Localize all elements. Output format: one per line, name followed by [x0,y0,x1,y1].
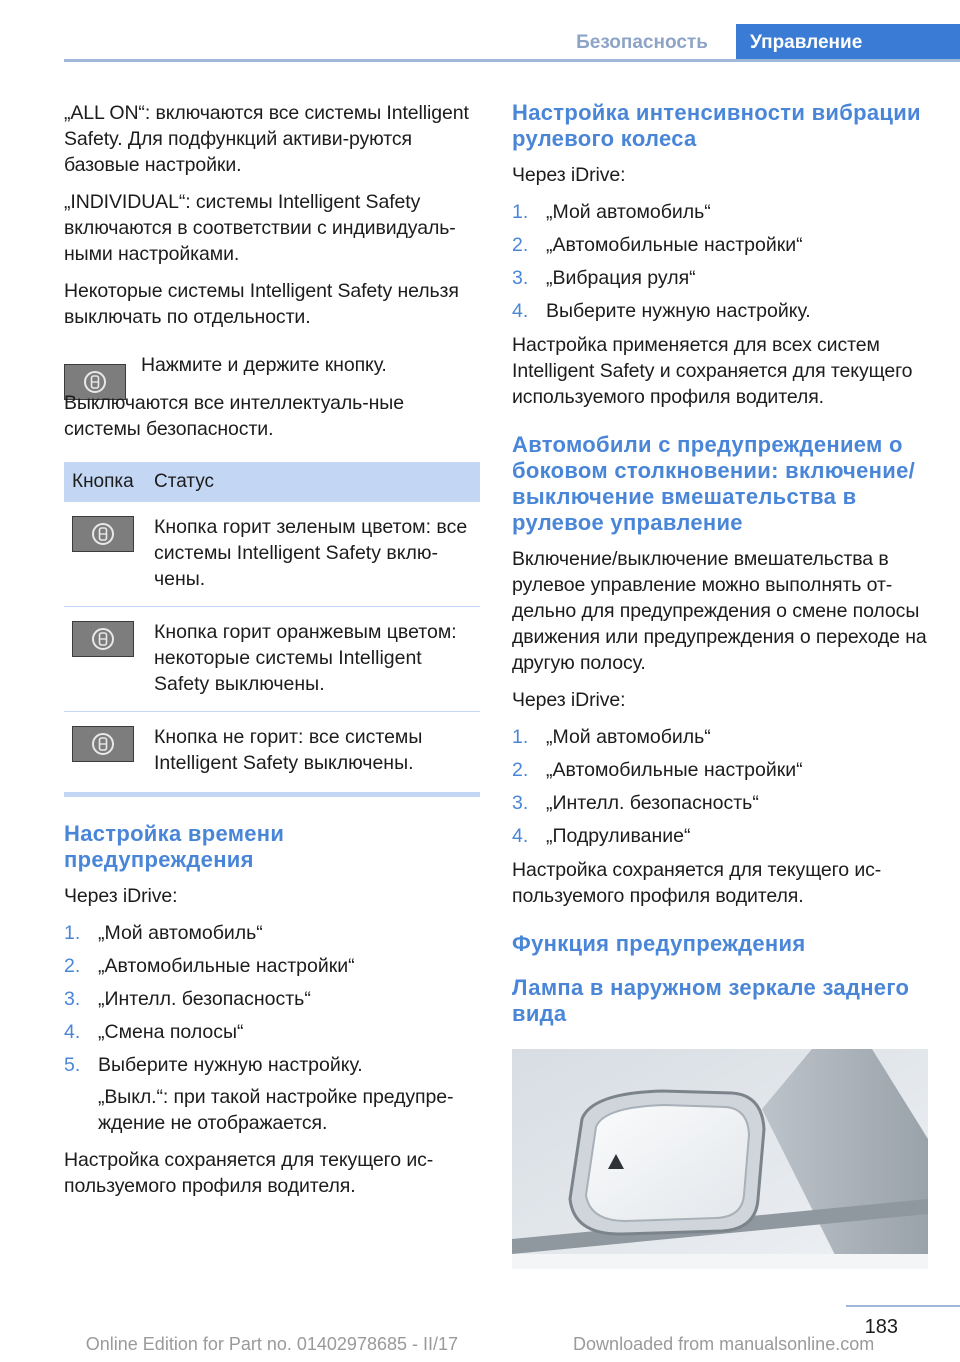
step-number: 1. [512,201,529,223]
mirror-lamp-heading: Лампа в наружном зеркале заднего вида [512,975,910,1026]
step-number: 3. [512,267,529,289]
button-status-table [64,462,480,790]
column-header-button: Кнопка [64,462,146,502]
list-item [512,199,928,225]
table-row [64,712,480,791]
list-item [512,757,928,783]
step-text: „Интелл. безопасность“ [546,792,759,814]
page-number-rule [846,1305,960,1307]
table-row [64,607,480,712]
steering-intervention-steps [512,724,928,849]
status-cell: Кнопка горит оранжевым цветом: некоторые системы Intelligent Safety выключены. [146,607,480,712]
warning-time-steps [64,920,480,1078]
warning-time-heading: Настройка времени предупреждения [64,821,285,872]
step-number: 3. [64,988,81,1010]
list-item [512,790,928,816]
list-item [512,823,928,849]
table-row [64,502,480,607]
driver-assist-icon [72,516,134,552]
footer [0,1334,960,1355]
step-number: 1. [64,922,81,944]
list-item [512,265,928,291]
via-idrive-text: Через iDrive: [512,689,626,711]
left-column [64,100,480,1210]
step-text: Выберите нужную настройку. [546,300,811,322]
button-cell [64,502,146,607]
driver-assist-icon [72,726,134,762]
vibration-heading: Настройка интенсивности вибрации рулевого колеса [512,100,921,151]
source-text: Downloaded from manualsonline.com [573,1334,875,1354]
note-paragraph: Некоторые системы Intelligent Safety нельзя выключать по отдельности. [64,280,459,328]
step-text: „Автомобильные настройки“ [546,759,803,781]
step-text: „Автомобильные настройки“ [98,955,355,977]
step-text: „Вибрация руля“ [546,267,696,289]
step-number: 2. [512,759,529,781]
section-tab-controls[interactable]: Управление [736,24,960,62]
list-item [64,986,480,1012]
warning-function-heading: Функция предупреждения [512,931,806,956]
step-text: „Мой автомобиль“ [98,922,263,944]
step-text: Выберите нужную настройку. [98,1054,363,1076]
all-on-paragraph: „ALL ON“: включаются все системы Intelligent Safety. Для подфункций активи-руются базовые настройки. [64,102,469,176]
list-item [512,232,928,258]
side-collision-heading: Автомобили с предупреждением о боковом столкновении: включение/выключение вмешательства в рулевое управление [512,432,916,535]
side-mirror-warning-lamp-illustration [512,1049,928,1269]
all-systems-off-text: Выключаются все интеллектуаль-ные системы безопасности. [64,392,404,440]
list-item [64,953,480,979]
table-end-rule [64,792,480,797]
column-header-status: Статус [146,462,480,502]
press-hold-instruction [64,352,480,444]
list-item [64,920,480,946]
step-number: 2. [64,955,81,977]
step-text: „Смена полосы“ [98,1021,244,1043]
step-text: „Интелл. безопасность“ [98,988,311,1010]
list-item [64,1052,480,1078]
step-text: „Мой автомобиль“ [546,726,711,748]
status-cell: Кнопка не горит: все системы Intelligent Safety выключены. [154,726,423,774]
side-collision-body: Включение/выключение вмешательства в рулевое управление можно выполнять от-дельно для предупреждения о смене полосы движения или предупреждения о переходе на другую полосу. [512,548,927,674]
list-item [512,298,928,324]
step-number: 3. [512,792,529,814]
via-idrive-text: Через iDrive: [512,164,626,186]
individual-paragraph: „INDIVIDUAL“: системы Intelligent Safety включаются в соответствии с индивидуаль-ными настройками. [64,191,456,265]
step-number: 5. [64,1054,81,1076]
list-item [512,724,928,750]
right-column [512,100,928,1274]
step-number: 4. [64,1021,81,1043]
step-number: 4. [512,300,529,322]
via-idrive-text: Через iDrive: [64,885,178,907]
off-setting-note: „Выкл.“: при такой настройке предупре-ждение не отображается. [98,1086,454,1134]
vibration-steps [512,199,928,324]
step-text: „Мой автомобиль“ [546,201,711,223]
button-cell [64,712,146,791]
edition-text: Online Edition for Part no. 01402978685 - II/17 [85,1334,459,1354]
step-text: „Подруливание“ [546,825,691,847]
step-text: „Автомобильные настройки“ [546,234,803,256]
step-number: 2. [512,234,529,256]
page-number: 183 [864,1316,898,1338]
list-item [64,1019,480,1045]
side-collision-saved-text: Настройка сохраняется для текущего ис-пользуемого профиля водителя. [512,859,882,907]
driver-assist-icon [72,621,134,657]
step-number: 1. [512,726,529,748]
table-header-row [64,462,480,502]
step-number: 4. [512,825,529,847]
profile-saved-text: Настройка сохраняется для текущего ис-пользуемого профиля водителя. [64,1149,434,1197]
section-tab-safety[interactable]: Безопасность [576,32,708,53]
press-hold-text: Нажмите и держите кнопку. [141,354,387,376]
button-cell [64,607,146,712]
page-header [64,24,960,62]
header-rule [64,59,960,62]
status-cell: Кнопка горит зеленым цветом: все системы Intelligent Safety вклю-чены. [146,502,480,607]
vibration-saved-text: Настройка применяется для всех систем Intelligent Safety и сохраняется для текущего используемого профиля водителя. [512,334,913,408]
